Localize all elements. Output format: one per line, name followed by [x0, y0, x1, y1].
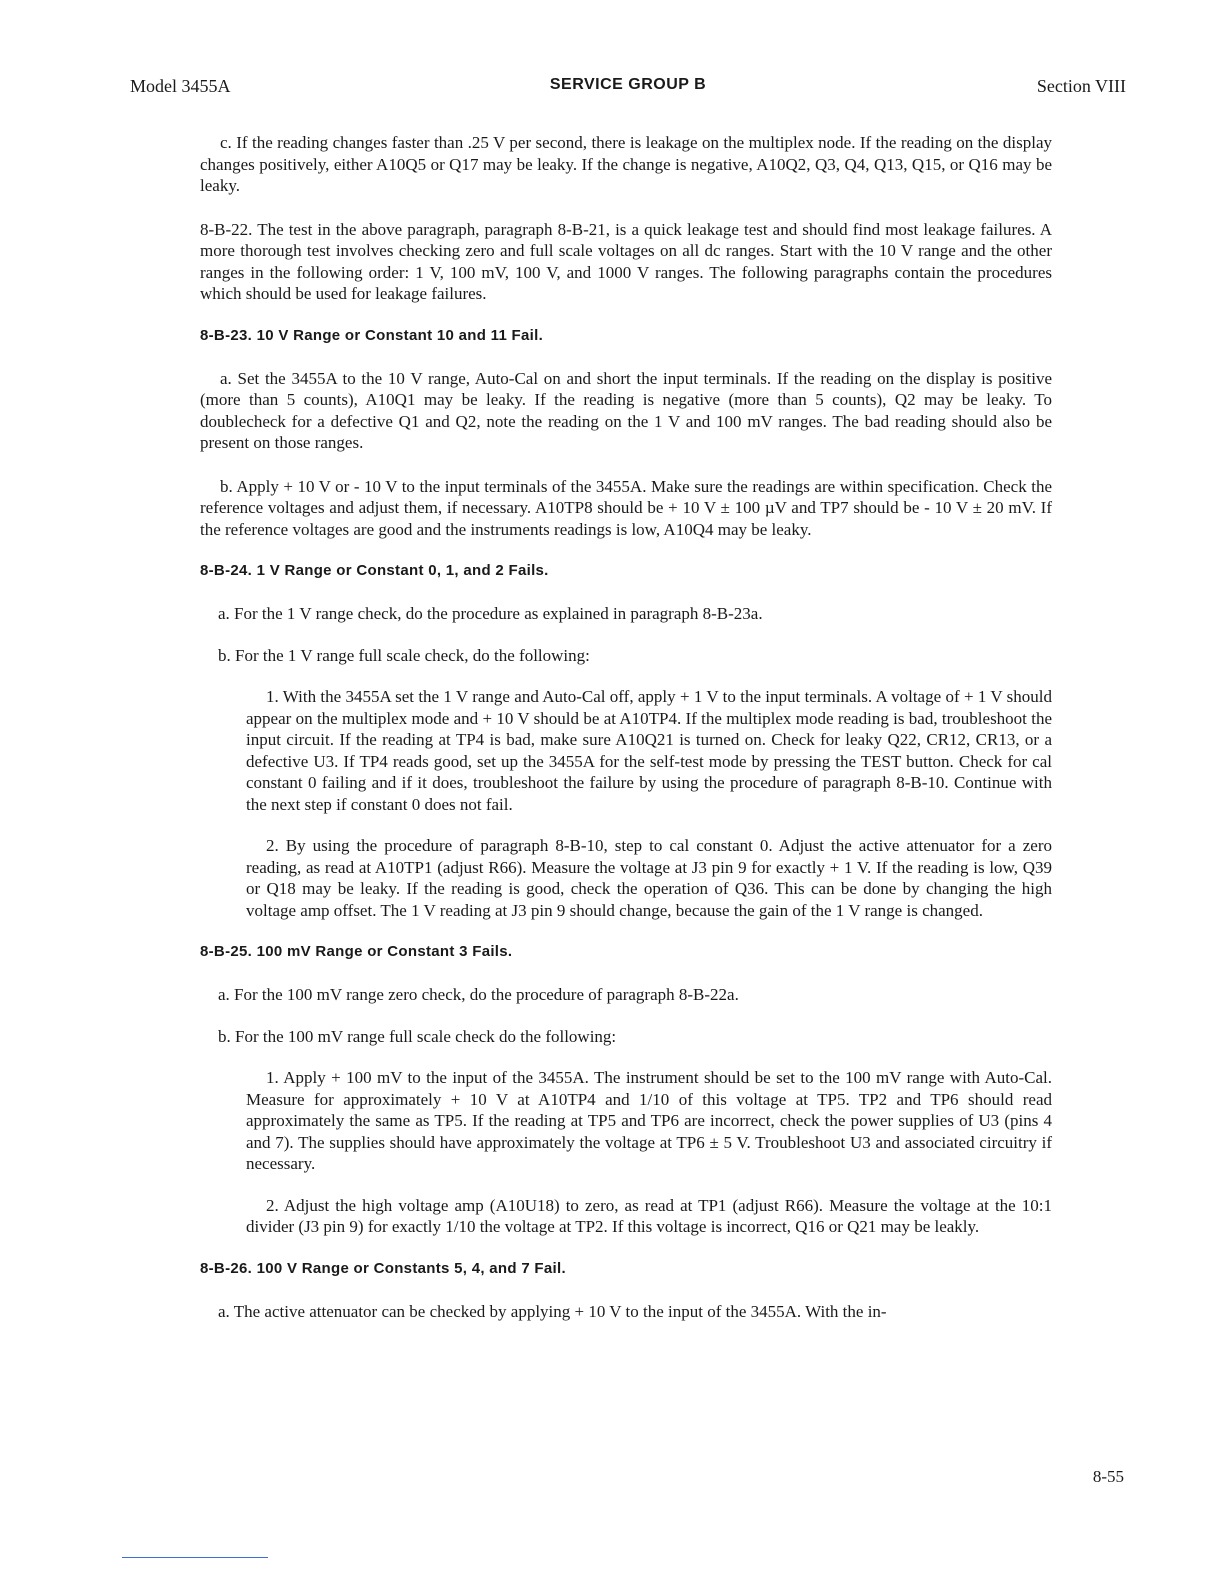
paragraph-8-b-26-a: a. The active attenuator can be checked by applying + 10 V to the input of the 3455A. With the in-: [218, 1301, 887, 1321]
page-number: 8-55: [1092, 1467, 1124, 1486]
paragraph-c-leakage: c. If the reading changes faster than .25 V per second, there is leakage on the multiplex node. If the reading on the display changes positively, either A10Q5 or Q17 may be leaky. If the change is negative, A10Q2, Q3, Q4, Q13, Q15, or Q16 may be leaky.: [200, 133, 1052, 195]
page-body: [200, 132, 1052, 1342]
header-section: Section VIII: [1036, 76, 1126, 96]
paragraph-8-b-23-a: a. Set the 3455A to the 10 V range, Auto-Cal on and short the input terminals. If the reading on the display is positive (more than 5 counts), A10Q1 may be leaky. If the reading is negative (more than 5 counts), Q2 may be leaky. To doublecheck for a defective Q1 and Q2, note the reading on the 1 V and 100 mV ranges. The bad reading should also be present on those ranges.: [200, 368, 1052, 452]
heading-8-b-26: 8-B-26. 100 V Range or Constants 5, 4, and 7 Fail.: [200, 1259, 566, 1277]
paragraph-8-b-24-step-1: 1. With the 3455A set the 1 V range and Auto-Cal off, apply + 1 V to the input terminals. A voltage of + 1 V should appear on the multiplex mode and + 10 V should be at A10TP4. If the multiplex mode reading is bad, troubleshoot the input circuit. If the reading at TP4 is bad, make sure A10Q21 is turned on. Check for leaky Q22, CR12, CR13, or a defective U3. If TP4 reads good, set up the 3455A for the self-test mode by pressing the TEST button. Check for cal constant 0 failing and if it does, troubleshoot the failure by using the procedure of paragraph 8-B-10. Continue with the next step if constant 0 does not fail.: [246, 687, 1052, 814]
header-model: Model 3455A: [130, 76, 231, 96]
heading-8-b-23: 8-B-23. 10 V Range or Constant 10 and 11 Fail.: [200, 326, 544, 344]
paragraph-8-b-25-step-1: 1. Apply + 100 mV to the input of the 3455A. The instrument should be set to the 100 mV range with Auto-Cal. Measure for approximately + 10 V at A10TP4 and 1/10 of this voltage at TP5. TP2 and TP6 should read approximately the same as TP5. If the reading at TP5 and TP6 are incorrect, check the power supplies of U3 (pins 4 and 7). The supplies should have approximately the voltage at TP6 ± 5 V. Troubleshoot U3 and associated circuitry if necessary.: [246, 1068, 1052, 1173]
heading-8-b-24: 8-B-24. 1 V Range or Constant 0, 1, and 2 Fails.: [200, 562, 549, 579]
page-header: [130, 76, 1126, 100]
paragraph-8-b-25-a: a. For the 100 mV range zero check, do the procedure of paragraph 8-B-22a.: [218, 985, 739, 1004]
header-service-group: SERVICE GROUP B: [549, 76, 707, 93]
paragraph-8-b-23-b: b. Apply + 10 V or - 10 V to the input terminals of the 3455A. Make sure the readings are within specification. Check the reference voltages and adjust them, if necessary. A10TP8 should be + 10 V ± 100 µV and TP7 should be - 10 V ± 20 mV. If the reference voltages are good and the instruments readings is low, A10Q4 may be leaky.: [200, 476, 1052, 539]
footer-divider: [122, 1557, 268, 1558]
paragraph-8-b-25-b: b. For the 100 mV range full scale check do the following:: [218, 1026, 617, 1046]
paragraph-8-b-24-b: b. For the 1 V range full scale check, do the following:: [218, 645, 590, 665]
paragraph-8-b-24-step-2: 2. By using the procedure of paragraph 8-B-10, step to cal constant 0. Adjust the active attenuator for a zero reading, as read at A10TP1 (adjust R66). Measure the voltage at J3 pin 9 for exactly + 1 V. If the reading is low, Q39 or Q18 may be leaky. If the reading is good, check the operation of Q36. This can be done by changing the high voltage amp offset. The 1 V reading at J3 pin 9 should change, because the gain of the 1 V range is changed.: [246, 836, 1052, 920]
paragraph-8-b-25-step-2: 2. Adjust the high voltage amp (A10U18) to zero, as read at TP1 (adjust R66). Measure the voltage at the 10:1 divider (J3 pin 9) for exactly 1/10 the voltage at TP2. If this voltage is incorrect, Q16 or Q21 may be leakly.: [246, 1195, 1052, 1236]
heading-8-b-25: 8-B-25. 100 mV Range or Constant 3 Fails.: [200, 943, 513, 960]
paragraph-8-b-24-a: a. For the 1 V range check, do the procedure as explained in paragraph 8-B-23a.: [218, 604, 763, 623]
paragraph-8-b-22: 8-B-22. The test in the above paragraph, paragraph 8-B-21, is a quick leakage test and should find most leakage failures. A more thorough test involves checking zero and full scale voltages on all dc ranges. Start with the 10 V range and the other ranges in the following order: 1 V, 100 mV, 100 V, and 1000 V ranges. The following paragraphs contain the procedures which should be used for leakage failures.: [200, 219, 1052, 303]
